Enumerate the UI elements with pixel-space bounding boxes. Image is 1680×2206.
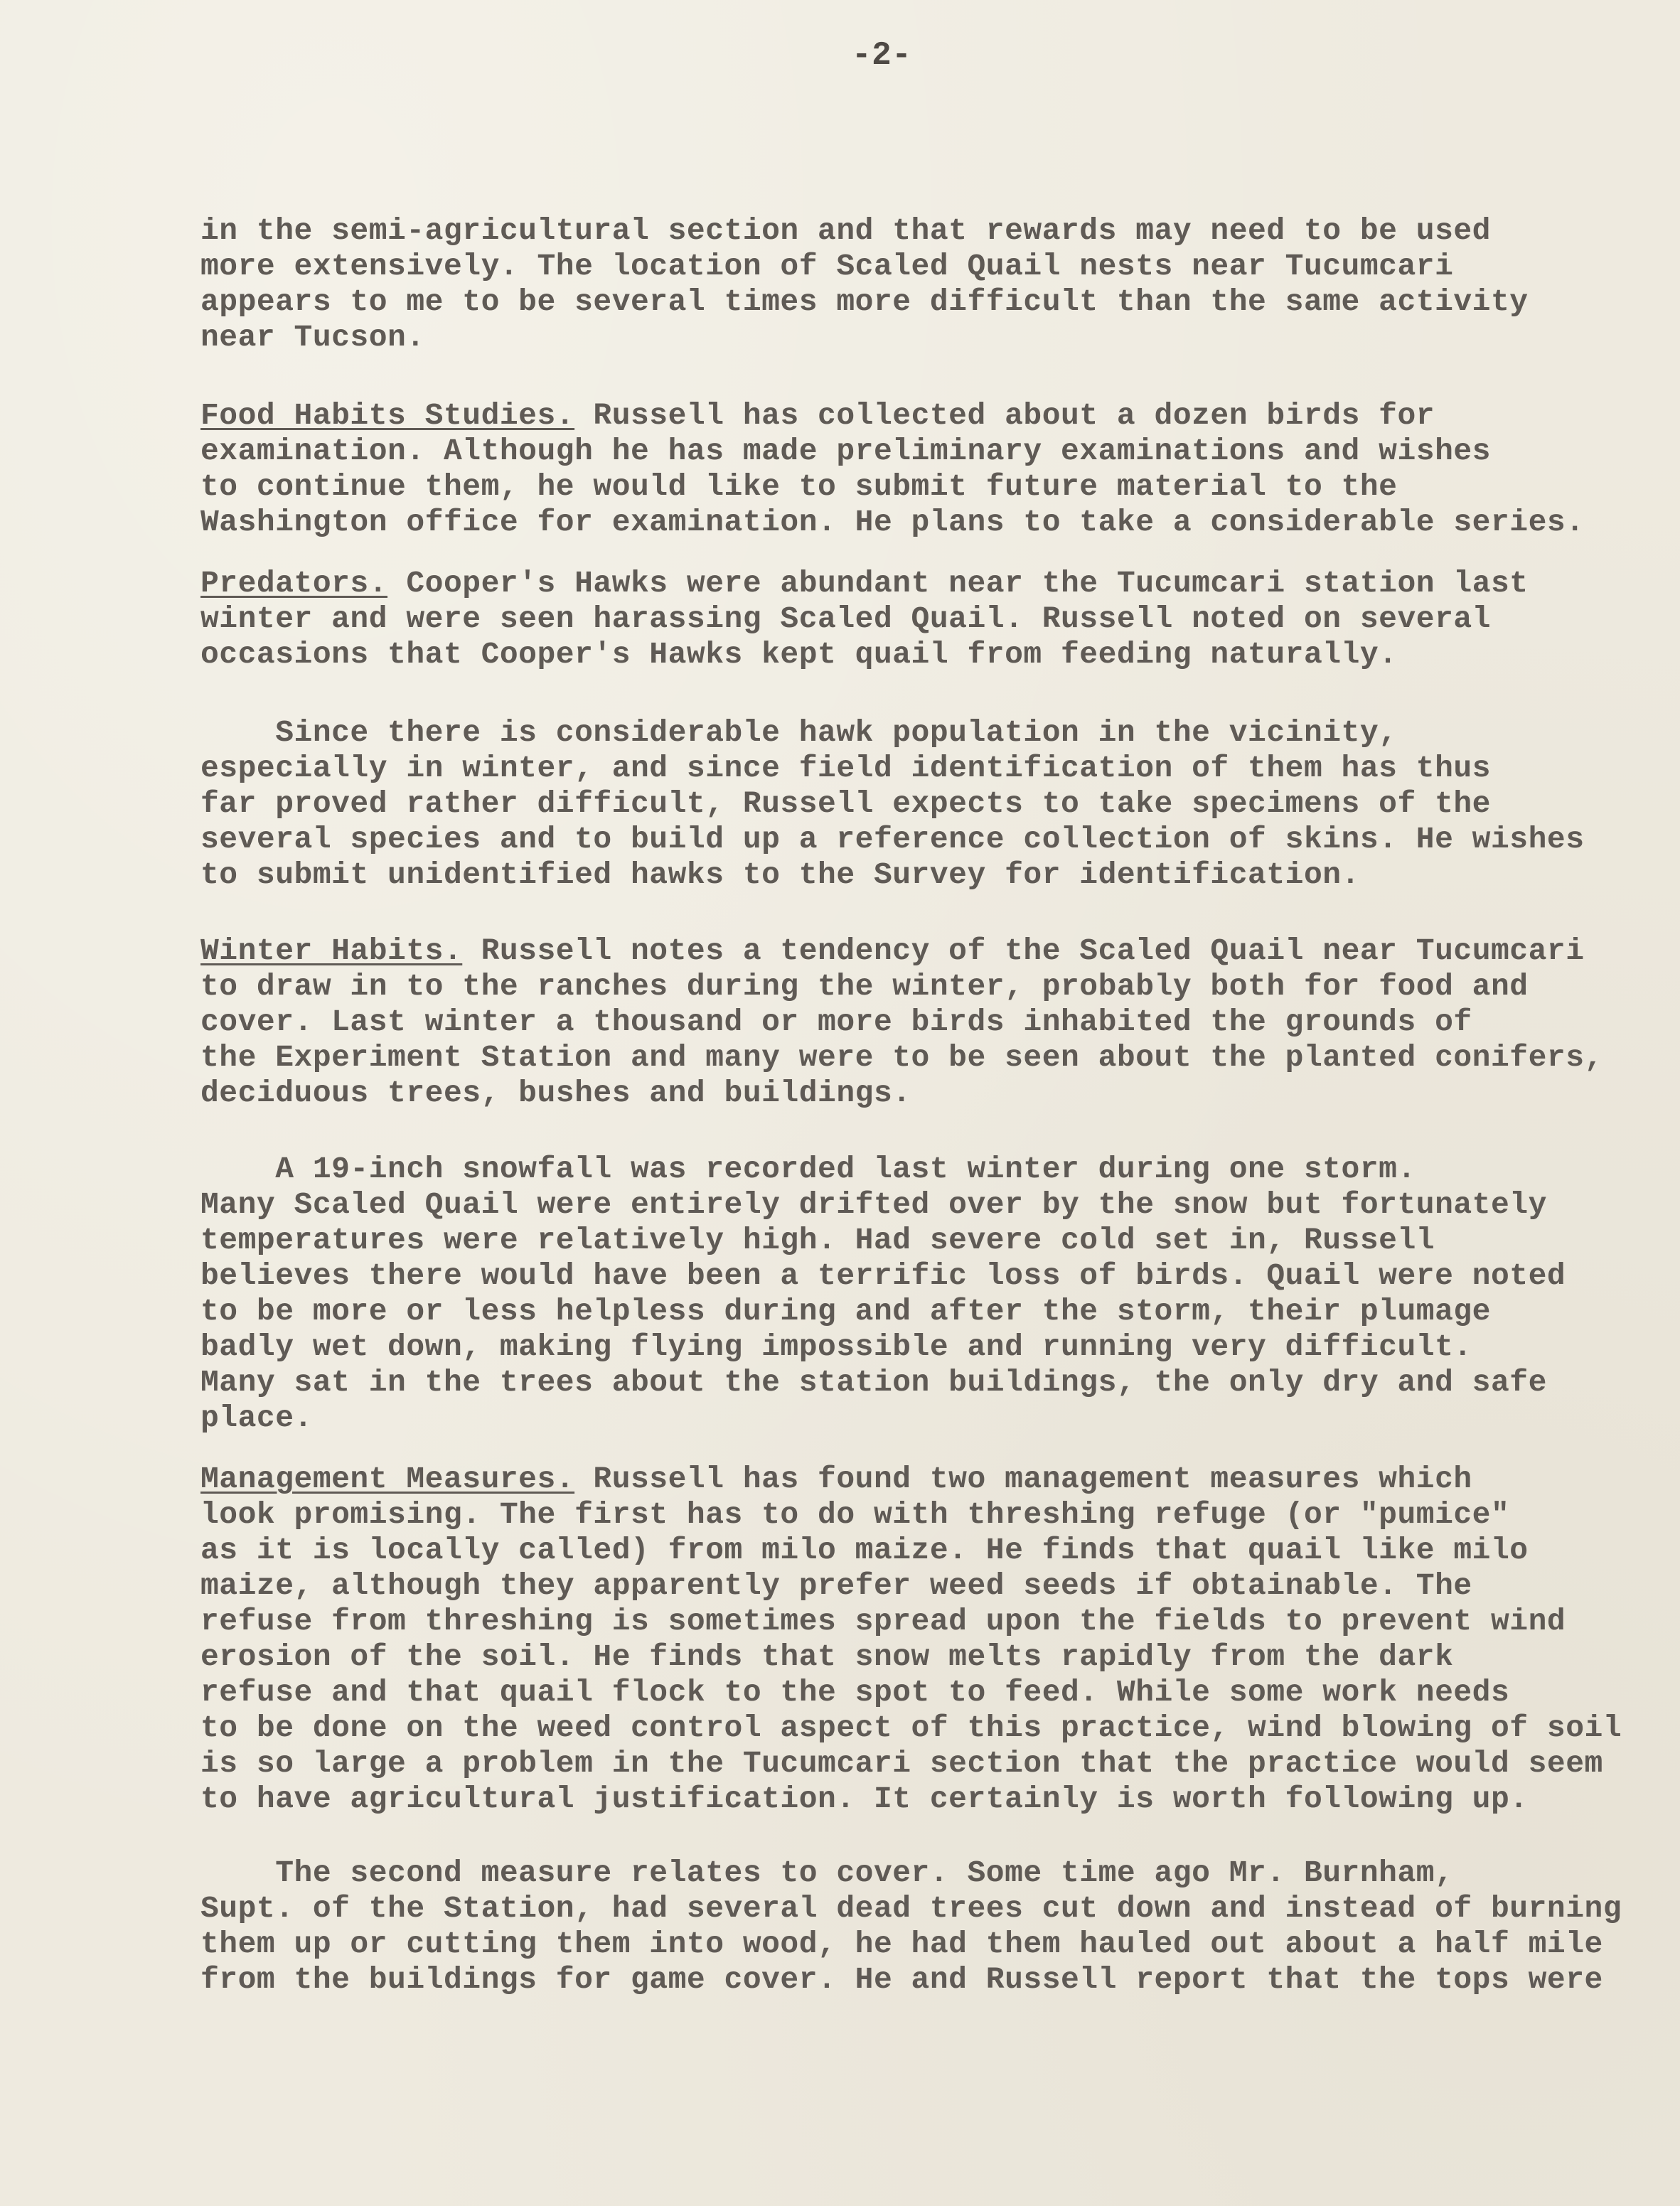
- text-line: Many sat in the trees about the station buildings, the only dry and safe: [200, 1365, 1547, 1400]
- text-line: [200, 566, 1529, 601]
- text-line: Washington office for examination. He plans to take a considerable series.: [200, 505, 1585, 540]
- text-line: as it is locally called) from milo maize. He finds that quail like milo: [200, 1533, 1529, 1568]
- text-line: [200, 933, 1585, 969]
- text-line: maize, although they apparently prefer weed seeds if obtainable. The: [200, 1568, 1472, 1603]
- heading-line-rest: Russell notes a tendency of the Scaled Quail near Tucumcari: [462, 933, 1585, 968]
- section-heading-winter-habits: Winter Habits.: [200, 933, 463, 968]
- text-line: The second measure relates to cover. Some time ago Mr. Burnham,: [200, 1856, 1454, 1890]
- text-line: the Experiment Station and many were to be seen about the planted conifers,: [200, 1040, 1603, 1075]
- text-line: occasions that Cooper's Hawks kept quail from feeding naturally.: [200, 637, 1398, 672]
- text-line: [200, 1462, 1472, 1497]
- text-line: erosion of the soil. He finds that snow melts rapidly from the dark: [200, 1639, 1454, 1674]
- text-line: in the semi-agricultural section and that rewards may need to be used: [200, 213, 1491, 248]
- text-line: especially in winter, and since field identification of them has thus: [200, 751, 1491, 786]
- text-line: appears to me to be several times more difficult than the same activity: [200, 284, 1529, 319]
- text-line: to be done on the weed control aspect of this practice, wind blowing of soil: [200, 1710, 1622, 1745]
- text-line: believes there would have been a terrific loss of birds. Quail were noted: [200, 1258, 1566, 1293]
- text-line: far proved rather difficult, Russell expects to take specimens of the: [200, 786, 1491, 821]
- text-line: near Tucson.: [200, 320, 425, 355]
- section-heading-food-habits: Food Habits Studies.: [200, 398, 575, 433]
- section-heading-predators: Predators.: [200, 566, 388, 601]
- text-line: cover. Last winter a thousand or more birds inhabited the grounds of: [200, 1005, 1472, 1039]
- text-line: to continue them, he would like to submit future material to the: [200, 469, 1398, 504]
- page-number: -2-: [852, 37, 912, 74]
- heading-line-rest: Russell has collected about a dozen birds for: [574, 398, 1435, 433]
- text-line: Many Scaled Quail were entirely drifted over by the snow but fortunately: [200, 1187, 1547, 1222]
- text-line: [200, 398, 1435, 434]
- text-line: deciduous trees, bushes and buildings.: [200, 1076, 911, 1110]
- text-line: to have agricultural justification. It certainly is worth following up.: [200, 1782, 1529, 1816]
- text-line: winter and were seen harassing Scaled Quail. Russell noted on several: [200, 601, 1491, 636]
- text-line: place.: [200, 1401, 313, 1435]
- text-line: to be more or less helpless during and after the storm, their plumage: [200, 1294, 1491, 1329]
- text-line: A 19-inch snowfall was recorded last winter during one storm.: [200, 1152, 1416, 1187]
- text-line: to submit unidentified hawks to the Survey for identification.: [200, 857, 1360, 892]
- heading-line-rest: Cooper's Hawks were abundant near the Tucumcari station last: [387, 566, 1529, 601]
- text-line: Since there is considerable hawk population in the vicinity,: [200, 715, 1398, 750]
- text-line: more extensively. The location of Scaled Quail nests near Tucumcari: [200, 249, 1454, 284]
- text-line: examination. Although he has made preliminary examinations and wishes: [200, 434, 1491, 468]
- text-line: refuse from threshing is sometimes spread upon the fields to prevent wind: [200, 1604, 1566, 1639]
- text-line: from the buildings for game cover. He and Russell report that the tops were: [200, 1962, 1603, 1997]
- text-line: badly wet down, making flying impossible and running very difficult.: [200, 1329, 1472, 1364]
- text-line: them up or cutting them into wood, he had them hauled out about a half mile: [200, 1927, 1603, 1961]
- text-line: to draw in to the ranches during the winter, probably both for food and: [200, 969, 1529, 1004]
- text-line: is so large a problem in the Tucumcari section that the practice would seem: [200, 1746, 1603, 1781]
- heading-line-rest: Russell has found two management measures which: [574, 1462, 1472, 1496]
- text-line: Supt. of the Station, had several dead trees cut down and instead of burning: [200, 1891, 1622, 1926]
- text-line: refuse and that quail flock to the spot to feed. While some work needs: [200, 1675, 1510, 1710]
- text-line: look promising. The first has to do with threshing refuge (or "pumice": [200, 1497, 1510, 1532]
- text-line: several species and to build up a reference collection of skins. He wishes: [200, 822, 1585, 857]
- section-heading-management-measures: Management Measures.: [200, 1462, 575, 1496]
- text-line: temperatures were relatively high. Had severe cold set in, Russell: [200, 1223, 1435, 1258]
